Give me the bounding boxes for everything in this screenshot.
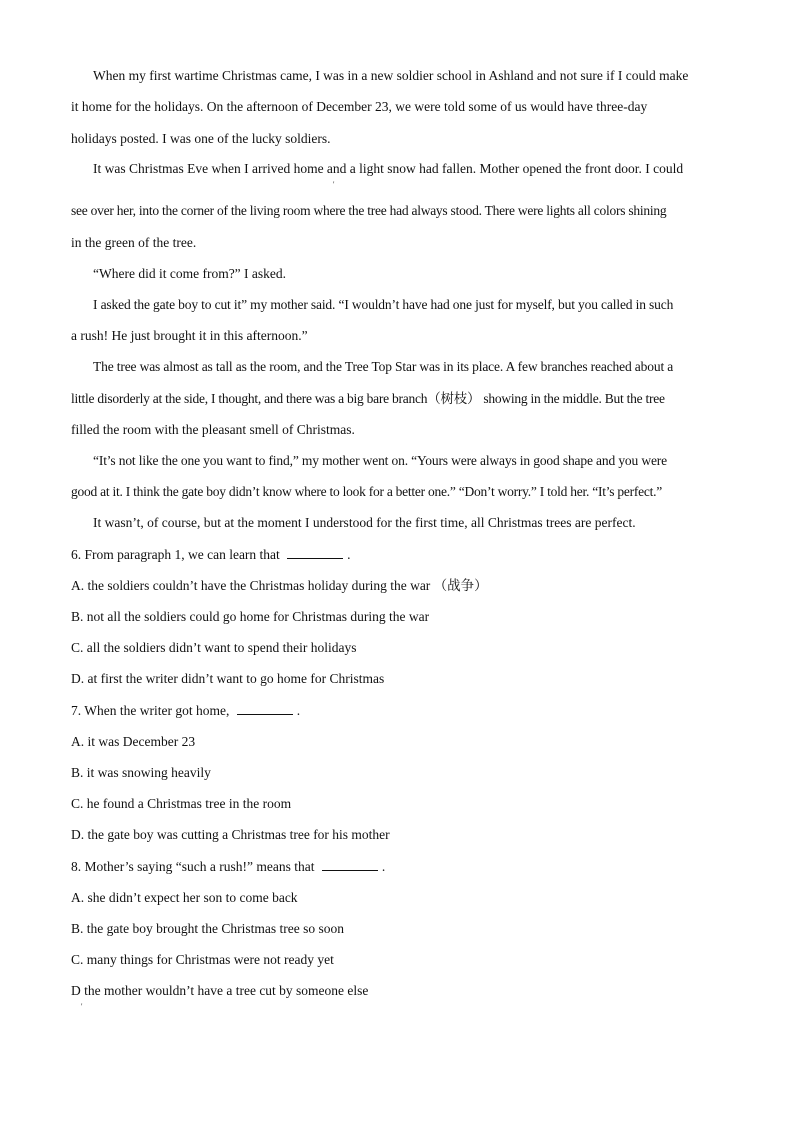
question-7-option-c: C. he found a Christmas tree in the room [71,796,292,811]
answer-blank[interactable] [237,702,293,715]
answer-blank[interactable] [322,858,378,871]
passage-line: in the green of the tree. [71,235,197,250]
question-6-option-c: C. all the soldiers didn’t want to spend their holidays [71,640,357,655]
question-6-option-a: A. the soldiers couldn’t have the Christmas holiday during the war （战争） [71,578,488,593]
passage-line: The tree was almost as tall as the room, and the Tree Top Star was in its place. A few branches reached about a [93,359,674,374]
question-6-option-b: B. not all the soldiers could go home for Christmas during the war [71,609,430,624]
question-8-stem [71,858,385,876]
question-stem-end: . [296,703,301,718]
stray-mark: ' [333,180,335,189]
answer-blank[interactable] [287,546,343,559]
question-7-option-b: B. it was snowing heavily [71,765,211,780]
question-8-option-b: B. the gate boy brought the Christmas tree so soon [71,921,344,936]
passage-line: “It’s not like the one you want to find,” my mother went on. “Yours were always in good shape and you were [93,453,667,468]
passage-line: I asked the gate boy to cut it” my mother said. “I wouldn’t have had one just for myself, but you called in such [93,297,674,312]
question-stem-end: . [347,547,351,562]
passage-line: “Where did it come from?” I asked. [93,266,287,281]
question-stem-text: 6. From paragraph 1, we can learn that [71,547,280,562]
question-8-option-d: D the mother wouldn’t have a tree cut by someone else [71,983,369,998]
passage-line: it home for the holidays. On the afternoon of December 23, we were told some of us would have three-day [71,99,648,114]
stray-mark: ' [81,1002,83,1011]
passage-line: holidays posted. I was one of the lucky soldiers. [71,131,331,146]
question-stem-text: 8. Mother’s saying “such a rush!” means that [71,859,315,874]
question-7-option-a: A. it was December 23 [71,734,196,749]
passage-line: see over her, into the corner of the living room where the tree had always stood. There were lights all colors shining [71,203,667,218]
question-6-stem [71,546,351,564]
passage-line: good at it. I think the gate boy didn’t know where to look for a better one.” “Don’t worry.” I told her. “It’s perfect.” [71,484,662,499]
question-stem-text: 7. When the writer got home, [71,703,230,718]
passage-line: a rush! He just brought it in this afternoon.” [71,328,308,343]
question-6-option-d: D. at first the writer didn’t want to go home for Christmas [71,671,385,686]
question-8-option-c: C. many things for Christmas were not ready yet [71,952,334,967]
question-7-stem [71,702,300,720]
passage-line: little disorderly at the side, I thought, and there was a big bare branch（树枝） showing in the middle. But the tree [71,391,665,406]
passage-line: It was Christmas Eve when I arrived home and a light snow had fallen. Mother opened the front door. I could [93,161,684,176]
passage-line: When my first wartime Christmas came, I was in a new soldier school in Ashland and not sure if I could make [93,68,689,83]
passage-line: filled the room with the pleasant smell of Christmas. [71,422,355,437]
question-7-option-d: D. the gate boy was cutting a Christmas tree for his mother [71,827,390,842]
passage-line: It wasn’t, of course, but at the moment I understood for the first time, all Christmas trees are perfect. [93,515,636,530]
question-stem-end: . [381,859,386,874]
question-8-option-a: A. she didn’t expect her son to come back [71,890,298,905]
